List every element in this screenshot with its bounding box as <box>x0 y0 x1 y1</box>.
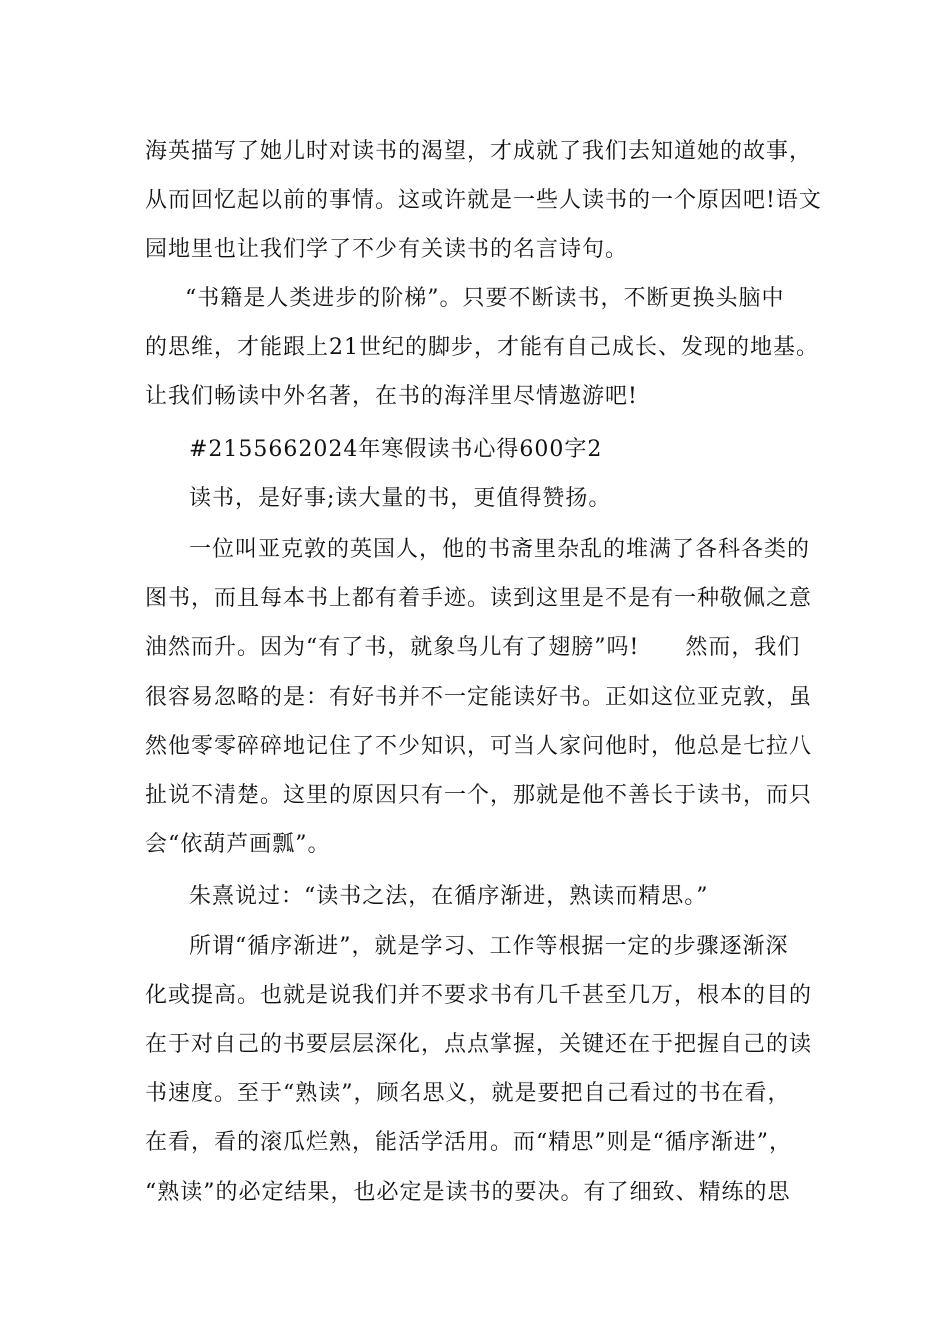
text-line: 扯说不清楚。这里的原因只有一个，那就是他不善长于读书，而只 <box>145 783 813 808</box>
text-line: “熟读”的必定结果，也必定是读书的要决。有了细致、精练的思 <box>145 1180 791 1205</box>
text-line: 在看，看的滚瓜烂熟，能活学活用。而“精思”则是“循序渐进”， <box>145 1130 792 1155</box>
paragraph-first-line: “书籍是人类进步的阶梯”。只要不断读书，不断更换头脑中 <box>185 286 785 311</box>
paragraph-first-line: 一位叫亚克敦的英国人，他的书斋里杂乱的堆满了各科各类的 <box>189 537 811 562</box>
text-line: 图书，而且每本书上都有着手迹。读到这里是不是有一种敬佩之意 <box>145 586 813 611</box>
text-line: 园地里也让我们学了不少有关读书的名言诗句。 <box>145 237 629 262</box>
paragraph-first-line: 朱熹说过：“读书之法，在循序渐进，熟读而精思。” <box>189 884 709 909</box>
text-line: 的思维，才能跟上21世纪的脚步，才能有自己成长、发现的地基。 <box>145 335 819 360</box>
section-heading: #2155662024年寒假读书心得600字2 <box>189 437 603 462</box>
paragraph-first-line: 读书，是好事;读大量的书，更值得赞扬。 <box>189 486 612 511</box>
text-line: 然他零零碎碎地记住了不少知识，可当人家问他时，他总是七拉八 <box>145 734 813 759</box>
text-line: 化或提高。也就是说我们并不要求书有几千甚至几万，根本的目的 <box>145 983 813 1008</box>
text-line: 书速度。至于“熟读”，顾名思义，就是要把自己看过的书在看， <box>145 1081 791 1106</box>
text-line: 让我们畅读中外名著，在书的海洋里尽情遨游吧! <box>145 384 638 409</box>
text-line: 很容易忽略的是：有好书并不一定能读好书。正如这位亚克敦，虽 <box>145 685 813 710</box>
text-line: 在于对自己的书要层层深化，点点掌握，关键还在于把握自己的读 <box>145 1032 813 1057</box>
text-line: 海英描写了她儿时对读书的渴望，才成就了我们去知道她的故事， <box>145 139 813 164</box>
text-line: 油然而升。因为“有了书，就象鸟儿有了翅膀”吗! 然而，我们 <box>145 635 801 660</box>
paragraph-first-line: 所谓“循序渐进”，就是学习、工作等根据一定的步骤逐渐深 <box>189 934 789 959</box>
text-line: 会“依葫芦画瓢”。 <box>145 832 331 857</box>
text-line: 从而回忆起以前的事情。这或许就是一些人读书的一个原因吧!语文 <box>145 188 822 213</box>
